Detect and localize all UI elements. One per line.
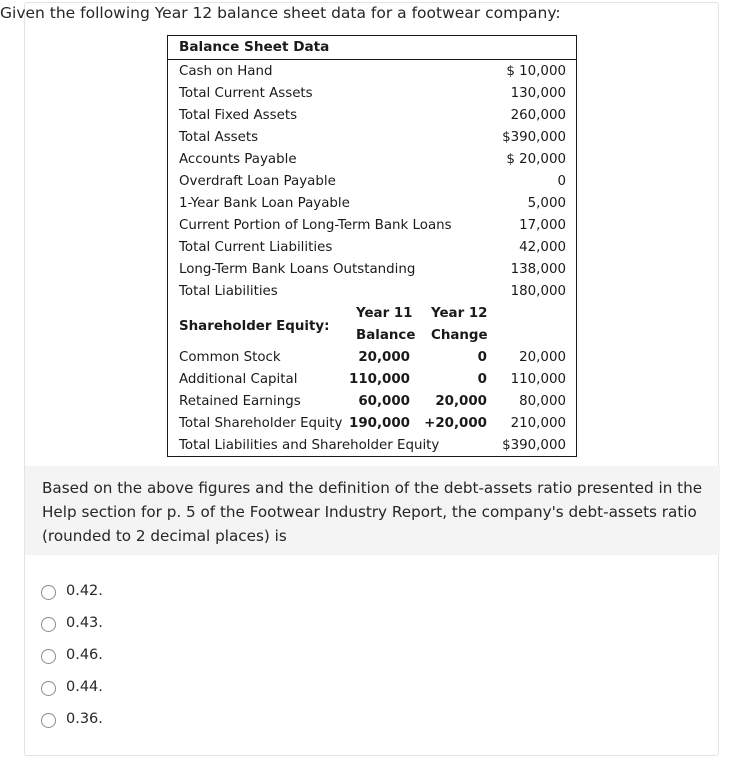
answer-option[interactable] bbox=[41, 614, 241, 646]
radio-button[interactable] bbox=[41, 713, 56, 728]
table-row bbox=[168, 127, 576, 149]
row-value: 130,000 bbox=[510, 86, 566, 101]
year11-balance: 60,000 bbox=[358, 394, 410, 409]
row-value: 20,000 bbox=[519, 350, 566, 365]
year11-balance: 190,000 bbox=[349, 416, 410, 431]
row-value: 138,000 bbox=[510, 262, 566, 277]
table-row bbox=[168, 215, 576, 237]
row-value: 180,000 bbox=[510, 284, 566, 299]
row-label: 1-Year Bank Loan Payable bbox=[179, 196, 350, 211]
row-label: Total Liabilities bbox=[179, 284, 278, 299]
row-value: $ 10,000 bbox=[506, 64, 566, 79]
answer-option[interactable] bbox=[41, 646, 241, 678]
option-label[interactable]: 0.44. bbox=[66, 679, 103, 695]
year12-change: +20,000 bbox=[424, 416, 487, 431]
table-row bbox=[168, 237, 576, 259]
row-label: Total Liabilities and Shareholder Equity bbox=[179, 438, 440, 453]
question-text: Given the following Year 12 balance sheet data for a footwear company: bbox=[0, 4, 561, 22]
row-label: Total Assets bbox=[179, 130, 259, 145]
row-label: Long-Term Bank Loans Outstanding bbox=[179, 262, 416, 277]
option-label[interactable]: 0.43. bbox=[66, 615, 103, 631]
row-value: 210,000 bbox=[510, 416, 566, 431]
table-row bbox=[168, 105, 576, 127]
option-label[interactable]: 0.36. bbox=[66, 711, 103, 727]
row-label: Total Current Assets bbox=[179, 86, 313, 101]
total-row bbox=[168, 435, 576, 457]
table-row bbox=[168, 281, 576, 303]
table-row bbox=[168, 149, 576, 171]
row-value: 5,000 bbox=[527, 196, 566, 211]
year12-change: 0 bbox=[477, 372, 487, 387]
answer-option[interactable] bbox=[41, 582, 241, 614]
row-value: 80,000 bbox=[519, 394, 566, 409]
equity-row bbox=[168, 347, 576, 369]
radio-button[interactable] bbox=[41, 681, 56, 696]
equity-row bbox=[168, 413, 576, 435]
table-row bbox=[168, 83, 576, 105]
year12-change: 0 bbox=[477, 350, 487, 365]
balance-sheet-table bbox=[167, 35, 577, 457]
column-header-balance: Balance bbox=[356, 328, 416, 343]
answer-options bbox=[41, 582, 241, 742]
row-value: $390,000 bbox=[502, 438, 566, 453]
table-row bbox=[168, 171, 576, 193]
option-label[interactable]: 0.42. bbox=[66, 583, 103, 599]
column-header-change: Change bbox=[431, 328, 488, 343]
radio-button[interactable] bbox=[41, 617, 56, 632]
row-label: Cash on Hand bbox=[179, 64, 273, 79]
table-row bbox=[168, 193, 576, 215]
row-label: Common Stock bbox=[179, 350, 281, 365]
answer-option[interactable] bbox=[41, 678, 241, 710]
row-value: 0 bbox=[557, 174, 566, 189]
row-value: $ 20,000 bbox=[506, 152, 566, 167]
row-value: 42,000 bbox=[519, 240, 566, 255]
radio-button[interactable] bbox=[41, 585, 56, 600]
row-value: 260,000 bbox=[510, 108, 566, 123]
option-label[interactable]: 0.46. bbox=[66, 647, 103, 663]
shareholder-equity-heading: Shareholder Equity: bbox=[179, 319, 330, 334]
answer-option[interactable] bbox=[41, 710, 241, 742]
table-row bbox=[168, 61, 576, 83]
balance-sheet-title: Balance Sheet Data bbox=[168, 36, 576, 60]
equity-row bbox=[168, 369, 576, 391]
table-row bbox=[168, 259, 576, 281]
question-prompt: Based on the above figures and the definition of the debt-assets ratio presented in the Help section for p. 5 of the Footwear Industry Report, the company's debt-assets ratio (rounded to 2 decimal places) is bbox=[25, 466, 720, 555]
radio-button[interactable] bbox=[41, 649, 56, 664]
column-header-year12: Year 12 bbox=[431, 306, 488, 321]
row-label: Additional Capital bbox=[179, 372, 298, 387]
column-header-year11: Year 11 bbox=[356, 306, 413, 321]
equity-row bbox=[168, 391, 576, 413]
year11-balance: 110,000 bbox=[349, 372, 410, 387]
row-value: $390,000 bbox=[502, 130, 566, 145]
row-label: Total Current Liabilities bbox=[179, 240, 333, 255]
row-label: Accounts Payable bbox=[179, 152, 297, 167]
year11-balance: 20,000 bbox=[358, 350, 410, 365]
year12-change: 20,000 bbox=[435, 394, 487, 409]
row-label: Retained Earnings bbox=[179, 394, 301, 409]
row-value: 17,000 bbox=[519, 218, 566, 233]
row-value: 110,000 bbox=[510, 372, 566, 387]
row-label: Total Fixed Assets bbox=[179, 108, 298, 123]
row-label: Total Shareholder Equity bbox=[179, 416, 343, 431]
row-label: Overdraft Loan Payable bbox=[179, 174, 336, 189]
row-label: Current Portion of Long-Term Bank Loans bbox=[179, 218, 452, 233]
